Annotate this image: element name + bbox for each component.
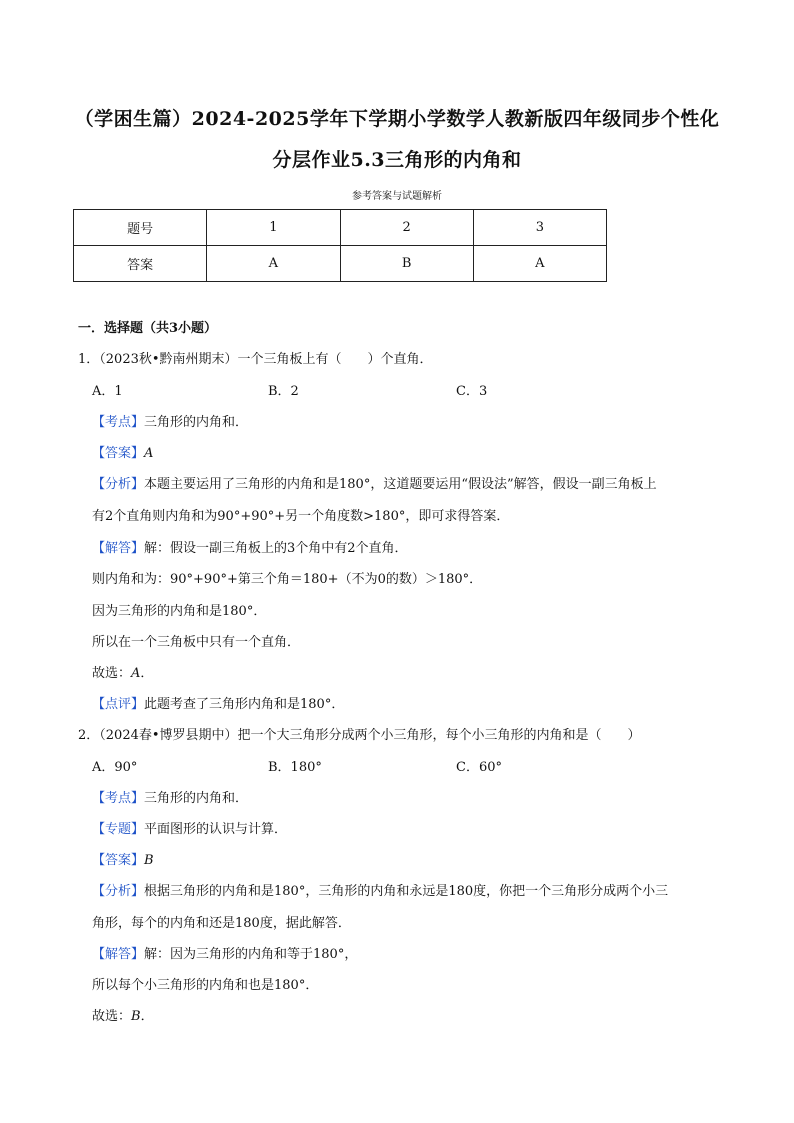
q1-option-b: B．2	[268, 384, 299, 399]
table-cell: 题号	[74, 210, 207, 246]
q1-dianping-tag: 【点评】	[92, 697, 145, 712]
q2-answer-tag: 【答案】	[92, 853, 145, 868]
table-cell: B	[340, 246, 473, 282]
q2-fenxi-line-2: 角形，每个的内角和还是180度，据此解答．	[92, 916, 351, 931]
q1-jieda-line-3: 因为三角形的内角和是180°．	[92, 604, 267, 619]
q2-jieda-tag: 【解答】	[92, 947, 145, 962]
q1-fenxi-text-1: 本题主要运用了三角形的内角和是180°，这道题要运用“假设法”解答，假设一副三角板上	[144, 477, 657, 492]
q2-option-c: C．60°	[456, 760, 502, 775]
document-title-line-1: （学困生篇）2024-2025学年下学期小学数学人教新版四年级同步个性化	[74, 108, 720, 130]
q2-zhuanti	[92, 818, 287, 837]
q1-kaodian-tag: 【考点】	[92, 415, 145, 430]
q1-fenxi-tag: 【分析】	[92, 477, 145, 492]
table-cell: A	[473, 246, 606, 282]
table-cell: 3	[473, 210, 606, 246]
document-subtitle: 参考答案与试题解析	[352, 191, 442, 202]
q1-option-c: C．3	[456, 384, 488, 399]
q1-jieda-line-2: 则内角和为：90°+90°+第三个角＝180+（不为0的数）＞180°．	[92, 572, 483, 587]
q1-jieda-text-1: 解：假设一副三角板上的3个角中有2个直角．	[144, 541, 408, 556]
q2-answer	[92, 849, 154, 868]
q1-dianping-text: 此题考查了三角形内角和是180°．	[144, 697, 345, 712]
q2-jieda-choice: B	[131, 1009, 141, 1024]
q1-jieda-choice: A	[131, 666, 141, 681]
q1-fenxi-line-2: 有2个直角则内角和为90°+90°+另一个角度数>180°，即可求得答案．	[92, 509, 510, 524]
q1-answer	[92, 442, 153, 461]
q1-jieda-end: ．	[140, 666, 154, 681]
table-row	[74, 210, 607, 246]
q2-fenxi-line-1	[92, 880, 668, 899]
q1-kaodian-text: 三角形的内角和．	[144, 415, 249, 430]
q2-kaodian-text: 三角形的内角和．	[144, 791, 249, 806]
q2-jieda-line-1	[92, 943, 357, 962]
section-heading: 一．选择题（共3小题）	[78, 321, 218, 336]
q2-zhuanti-text: 平面图形的认识与计算．	[144, 822, 288, 837]
document-title-line-2: 分层作业5.3三角形的内角和	[272, 149, 522, 171]
question-1-stem: 1．（2023秋•黔南州期末）一个三角板上有（ ）个直角．	[78, 352, 433, 367]
q1-jieda-choose: 故选：	[92, 666, 132, 681]
q2-jieda-line-2: 所以每个小三角形的内角和也是180°．	[92, 978, 319, 993]
q1-jieda-tag: 【解答】	[92, 541, 145, 556]
q1-option-a: A．1	[92, 384, 123, 399]
q1-jieda-line-5	[92, 662, 153, 681]
table-cell: 1	[207, 210, 340, 246]
q1-answer-tag: 【答案】	[92, 446, 145, 461]
q1-jieda-line-1	[92, 537, 408, 556]
q2-fenxi-text-1: 根据三角形的内角和是180°，三角形的内角和永远是180度，你把一个三角形分成两个小三	[144, 884, 669, 899]
q2-option-b: B．180°	[268, 760, 322, 775]
q1-dianping	[92, 693, 344, 712]
table-cell: 答案	[74, 246, 207, 282]
q1-kaodian	[92, 411, 248, 430]
q2-zhuanti-tag: 【专题】	[92, 822, 145, 837]
table-cell: A	[207, 246, 340, 282]
q2-jieda-text-1: 解：因为三角形的内角和等于180°，	[144, 947, 358, 962]
q1-fenxi-line-1	[92, 473, 657, 492]
q2-option-a: A．90°	[92, 760, 138, 775]
q2-answer-value: B	[144, 853, 154, 868]
q2-fenxi-tag: 【分析】	[92, 884, 145, 899]
question-2-stem: 2．（2024春•博罗县期中）把一个大三角形分成两个小三角形，每个小三角形的内角和是（ ）	[78, 728, 641, 743]
q2-jieda-choose: 故选：	[92, 1009, 132, 1024]
answer-table	[73, 209, 607, 282]
q1-answer-value: A	[144, 446, 154, 461]
q2-jieda-line-3	[92, 1005, 154, 1024]
q2-kaodian-tag: 【考点】	[92, 791, 145, 806]
q2-kaodian	[92, 787, 248, 806]
table-row	[74, 246, 607, 282]
q2-jieda-end: ．	[140, 1009, 154, 1024]
table-cell: 2	[340, 210, 473, 246]
q1-jieda-line-4: 所以在一个三角板中只有一个直角．	[92, 635, 301, 650]
